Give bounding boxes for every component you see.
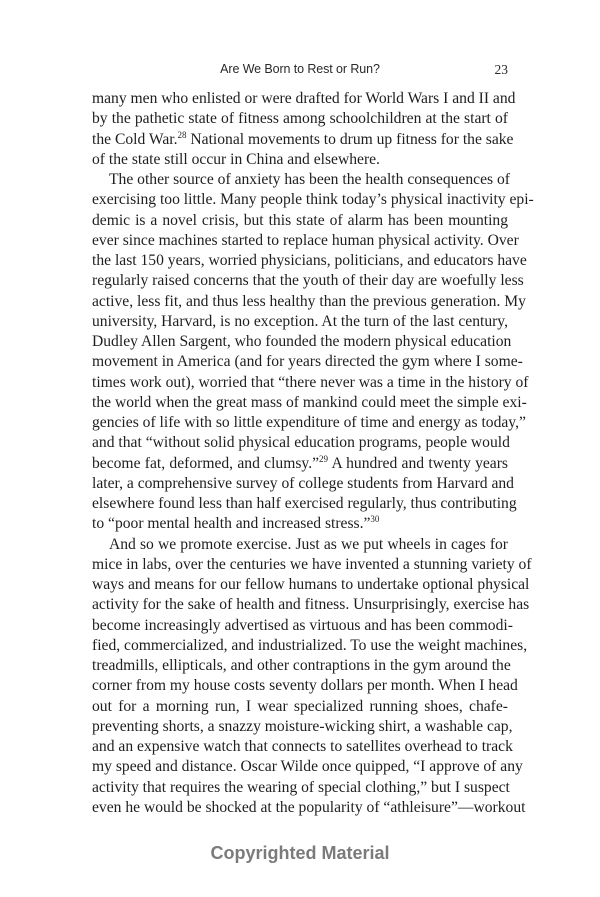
text-line: even he would be shocked at the popularity of “athleisure”—workout [92,798,526,816]
text-line-paragraph-end: of the state still occur in China and elsewhere. [92,150,380,168]
footnote-ref-28[interactable]: 28 [177,129,187,140]
text-line-paragraph-end [92,514,508,534]
text-line: mice in labs, over the centuries we have invented a stunning variety of [92,555,532,573]
running-header [92,62,508,82]
text-line: preventing shorts, a snazzy moisture-wicking shirt, a washable cap, [92,717,513,735]
text-line: become increasingly advertised as virtuous and has been commodi- [92,616,513,634]
text-line-paragraph-start: And so we promote exercise. Just as we put wheels in cages for [109,535,508,553]
text-fragment: the Cold War. [92,130,178,148]
text-line: my speed and distance. Oscar Wilde once quipped, “I approve of any [92,758,523,776]
text-line: out for a morning run, I wear specialized running shoes, chafe- [92,697,508,715]
text-line: elsewhere found less than half exercised regularly, thus contributing [92,495,517,512]
body-text [92,89,534,818]
text-line: many men who enlisted or were drafted for World Wars I and II and [92,90,516,107]
text-line [92,454,508,474]
copyright-watermark: Copyrighted Material [210,843,390,863]
running-title: Are We Born to Rest or Run? [220,62,380,76]
text-fragment: to “poor mental health and increased stress.” [92,515,371,533]
text-line: gencies of life with so little expenditure of time and energy as today,” [92,414,526,431]
text-line: ways and means for our fellow humans to undertake optional physical [92,576,530,593]
text-line: the world when the great mass of mankind could meet the simple exi- [92,393,527,411]
text-line: exercising too little. Many people think today’s physical inactivity epi- [92,191,534,209]
text-line: movement in America (and for years directed the gym where I some- [92,353,523,371]
footnote-ref-30[interactable]: 30 [370,514,380,525]
page-number: 23 [494,62,508,77]
text-line: ever since machines started to replace human physical activity. Over [92,231,519,249]
text-line: demic is a novel crisis, but this state of alarm has been mounting [92,211,508,229]
text-line [92,129,514,150]
text-line: and an expensive watch that connects to satellites overhead to track [92,738,513,755]
text-line: the last 150 years, worried physicians, politicians, and educators have [92,252,527,269]
text-fragment: become fat, deformed, and clumsy.” [92,454,320,472]
text-line: active, less fit, and thus less healthy than the previous generation. My [92,292,526,310]
text-line: regularly raised concerns that the youth of their day are woefully less [92,272,524,290]
text-line: treadmills, ellipticals, and other contraptions in the gym around the [92,657,511,674]
text-fragment: National movements to drum up fitness for the sake [186,130,514,148]
text-line: activity that requires the wearing of special clothing,” but I suspect [92,778,510,796]
text-line: times work out), worried that “there never was a time in the history of [92,373,529,391]
text-line: activity for the sake of health and fitness. Unsurprisingly, exercise has [92,596,530,614]
text-line-paragraph-start: The other source of anxiety has been the health consequences of [109,171,510,188]
text-line: fied, commercialized, and industrialized. To use the weight machines, [92,636,528,654]
text-fragment: A hundred and twenty years [328,454,508,472]
text-line: university, Harvard, is no exception. At the turn of the last century, [92,312,508,330]
text-line: Dudley Allen Sargent, who founded the modern physical education [92,333,512,350]
text-line: and that “without solid physical education programs, people would [92,434,510,452]
footnote-ref-29[interactable]: 29 [319,453,329,464]
text-line: by the pathetic state of fitness among schoolchildren at the start of [92,110,508,128]
text-line: corner from my house costs seventy dollars per month. When I head [92,677,518,695]
text-line: later, a comprehensive survey of college students from Harvard and [92,474,514,492]
